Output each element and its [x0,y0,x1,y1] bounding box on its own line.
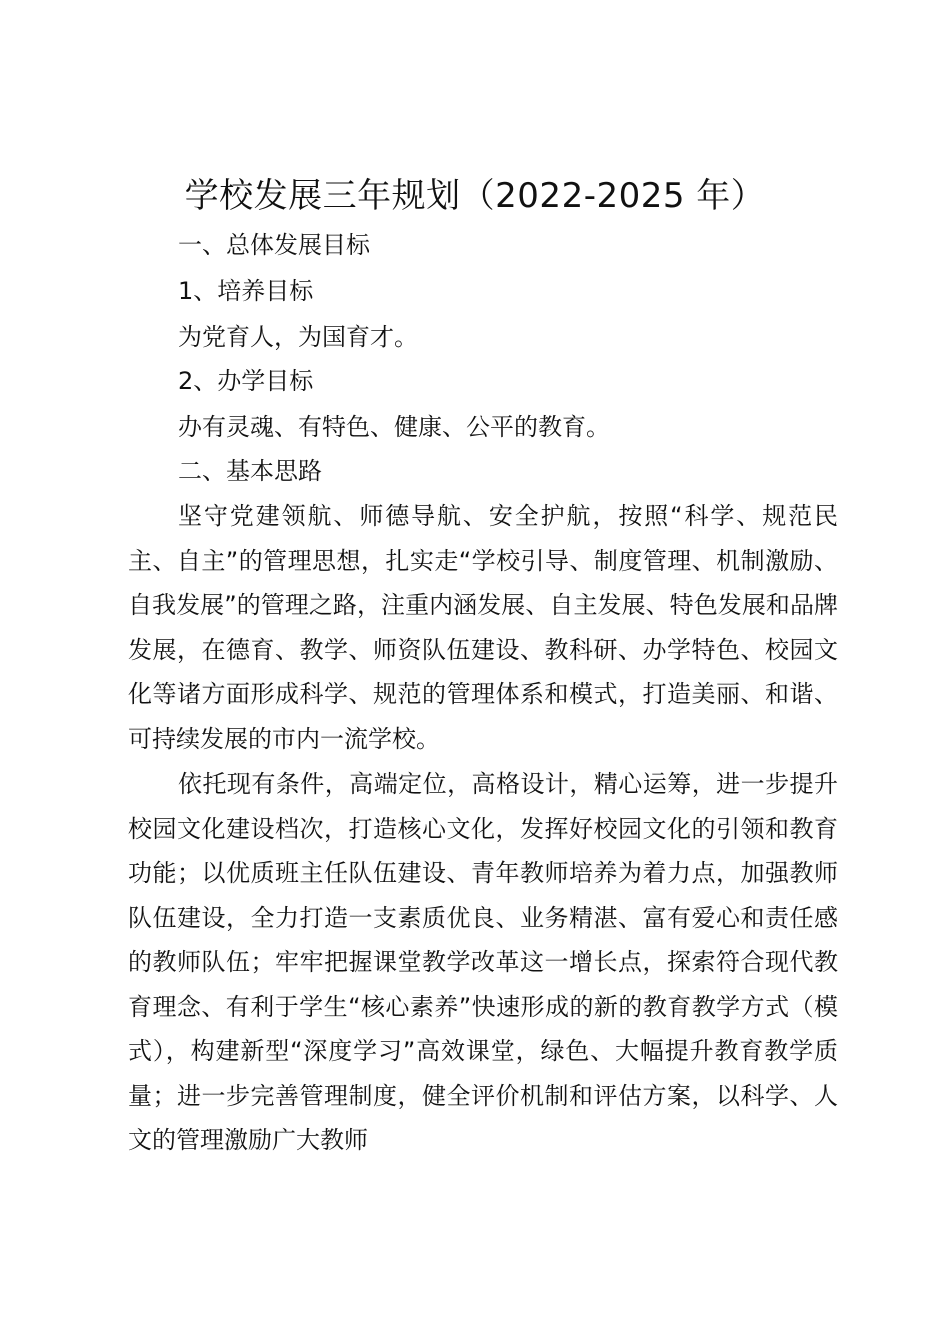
approach-paragraph-1: 坚守党建领航、师德导航、安全护航，按照“科学、规范民主、自主”的管理思想，扎实走“学校引导、制度管理、机制激励、自我发展”的管理之路，注重内涵发展、自主发展、特色发展和品牌发展，在德育、教学、师资队伍建设、教科研、办学特色、校园文化等诸方面形成科学、规范的管理体系和模式，打造美丽、和谐、可持续发展的市内一流学校。 [128,502,838,753]
school-goal-text: 办有灵魂、有特色、健康、公平的教育。 [178,413,610,441]
section-heading-approach: 二、基本思路 [178,457,322,485]
approach-paragraph-2: 依托现有条件，高端定位，高格设计，精心运筹，进一步提升校园文化建设档次，打造核心文化，发挥好校园文化的引领和教育功能；以优质班主任队伍建设、青年教师培养为着力点，加强教师队伍建设，全力打造一支素质优良、业务精湛、富有爱心和责任感的教师队伍；牢牢把握课堂教学改革这一增长点，探索符合现代教育理念、有利于学生“核心素养”快速形成的新的教育教学方式（模式），构建新型“深度学习”高效课堂，绿色、大幅提升教育教学质量；进一步完善管理制度，健全评价机制和评估方案，以科学、人文的管理激励广大教师 [128,770,838,1154]
document-title: 学校发展三年规划（2022-2025 年） [184,176,766,216]
subheading-training-goal: 1、培养目标 [178,277,314,305]
section-heading-goals: 一、总体发展目标 [178,231,370,259]
training-goal-text: 为党育人，为国育才。 [178,323,418,351]
subheading-school-goal: 2、办学目标 [178,367,314,395]
